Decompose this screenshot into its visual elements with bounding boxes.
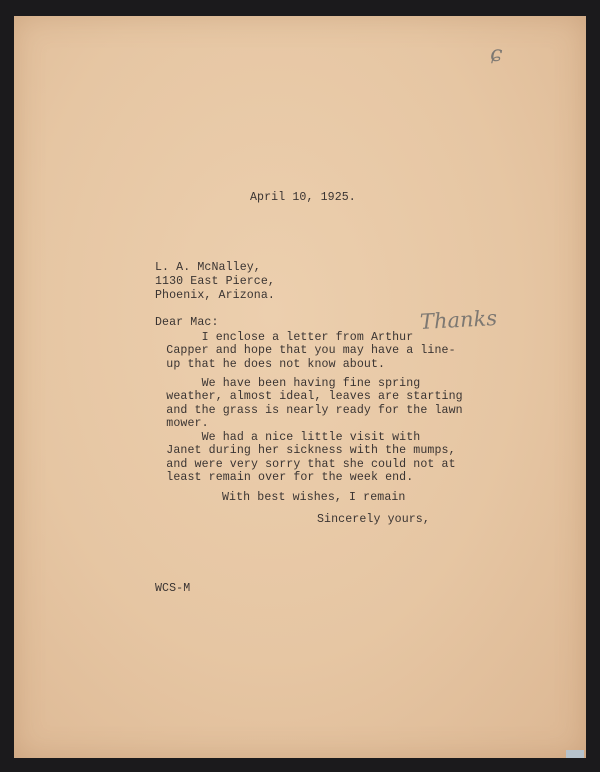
- handwritten-thanks: Thanks: [419, 305, 498, 335]
- valediction: Sincerely yours,: [317, 513, 430, 526]
- salutation: Dear Mac:: [155, 316, 219, 329]
- recipient-name: L. A. McNalley,: [155, 261, 261, 274]
- letter-date: April 10, 1925.: [250, 191, 356, 204]
- recipient-city: Phoenix, Arizona.: [155, 289, 275, 302]
- body-paragraph-2: We have been having fine spring weather, almost ideal, leaves are starting and the grass is nearly ready for the lawn mower.: [166, 377, 463, 431]
- body-paragraph-1: I enclose a letter from Arthur Capper and hope that you may have a line- up that he does not know about.: [166, 331, 456, 371]
- body-paragraph-3: We had a nice little visit with Janet during her sickness with the mumps, and were very sorry that she could not at least remain over for the week end.: [166, 431, 456, 485]
- recipient-street: 1130 East Pierce,: [155, 275, 275, 288]
- page-corner-tag: [566, 750, 584, 758]
- corner-pencil-mark: ɕ: [490, 42, 503, 67]
- closing-line: With best wishes, I remain: [222, 491, 406, 504]
- typist-initials: WCS-M: [155, 582, 191, 595]
